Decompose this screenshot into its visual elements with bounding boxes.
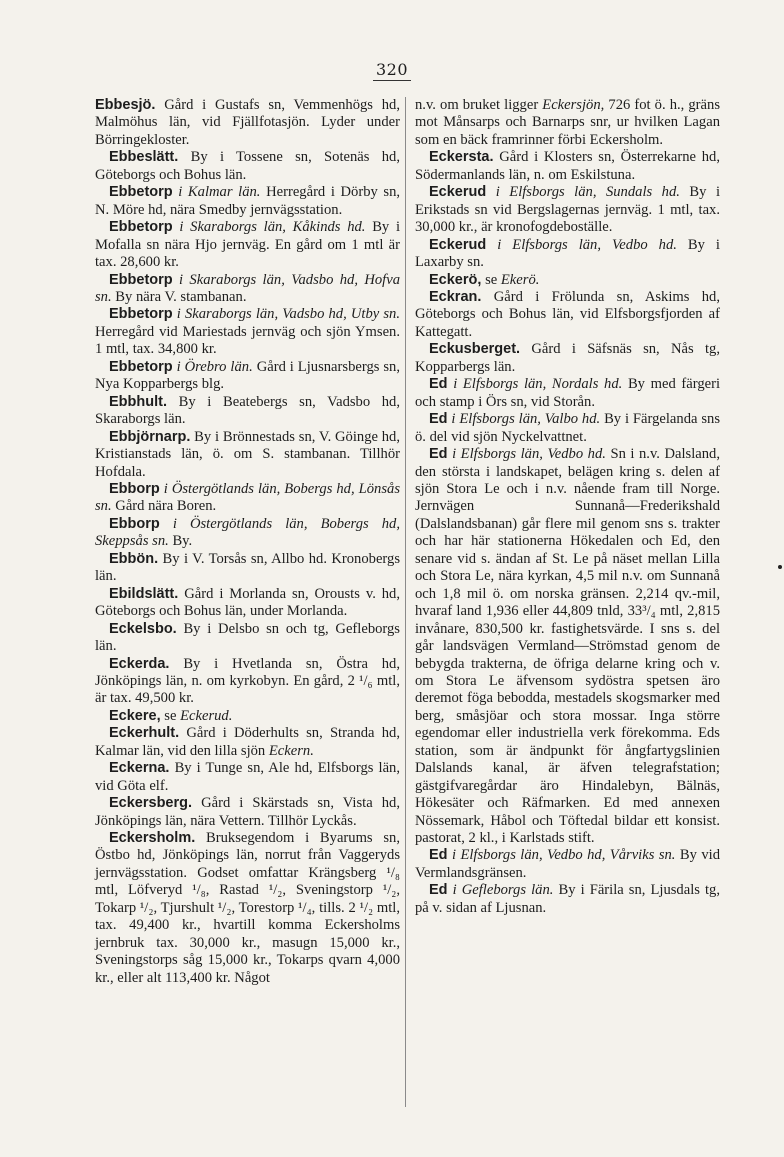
entry-headword: Eckelsbo. — [109, 620, 177, 637]
entry-text: Gård nära Boren. — [115, 498, 217, 515]
dictionary-entry — [95, 481, 400, 516]
dictionary-entry — [95, 97, 400, 149]
entry-headword: Eckerud — [429, 184, 487, 201]
entry-text: By med färgeri och stamp i Örs sn, vid Storån. — [415, 376, 721, 410]
page-number-text: 320 — [373, 60, 411, 81]
dictionary-entry — [415, 237, 720, 272]
right-column — [415, 97, 720, 917]
entry-location: i Elfsborgs län, Sundals hd. — [495, 184, 680, 201]
dictionary-entry — [95, 394, 400, 429]
dictionary-entry — [415, 376, 720, 411]
entry-headword: Eckersta. — [429, 149, 494, 166]
dictionary-entry — [415, 847, 720, 882]
entry-text: Herregård vid Mariestads jernväg och sjön Ymsen. 1 mtl, tax. 34,800 kr. — [95, 323, 400, 358]
entry-headword: Eckran. — [429, 288, 482, 305]
entry-headword: Ebbhult. — [109, 393, 167, 410]
entry-continuation: n.v. om bruket ligger — [415, 97, 539, 113]
dictionary-entry — [95, 516, 400, 551]
entry-location: i Elfsborgs län, Vedbo hd. — [497, 236, 677, 253]
entry-text: se — [485, 271, 498, 288]
dictionary-entry — [95, 795, 400, 830]
entry-text: By i Färila sn, Ljusdals tg, på v. sidan af Ljusnan. — [415, 882, 721, 916]
entry-headword: Ebildslätt. — [109, 585, 179, 602]
entry-location: i Elfsborgs län, Vedbo hd. — [452, 446, 606, 463]
entry-headword: Ebbesjö. — [95, 97, 156, 113]
dictionary-entry — [415, 289, 720, 341]
entry-location: i Östergötlands län, Bobergs hd, Skeppsås sn. — [95, 515, 400, 550]
entry-text: By i Färgelanda sns ö. del vid sjön Nyckelvattnet. — [415, 411, 720, 445]
entry-headword: Eckerda. — [109, 655, 170, 672]
dictionary-entry — [415, 97, 720, 149]
entry-location: i Skaraborgs län, Vadsbo hd, Utby sn. — [176, 306, 400, 323]
entry-text: Gård i Ljusnarsbergs sn, Nya Kopparbergs blg. — [95, 358, 400, 393]
entry-headword: Eckere, — [109, 707, 161, 724]
entry-text: By i Delsbo sn och tg, Gefleborgs län. — [95, 620, 400, 655]
entry-text: By nära V. stambanan. — [115, 288, 247, 305]
entry-headword: Ebbetorp — [109, 271, 173, 288]
entry-headword: Ebbetorp — [109, 358, 173, 375]
entry-text: Herregård i Dörby sn, N. Möre hd, nära Smedby jernvägsstation. — [95, 184, 401, 218]
entry-text: By i Hvetlanda sn, Östra hd, Jönköpings län, n. om kyrkobyn. En gård, 2 ¹/₆ mtl, är tax. 49,500 kr. — [95, 655, 400, 707]
dictionary-entry — [95, 149, 400, 184]
entry-location: i Skaraborgs län, Kåkinds hd. — [179, 219, 366, 236]
dictionary-entry — [95, 708, 400, 725]
dictionary-entry — [415, 341, 720, 376]
entry-headword: Eckerhult. — [109, 725, 180, 742]
entry-text: By i Tunge sn, Ale hd, Elfsborgs län, vid Göta elf. — [95, 760, 400, 794]
entry-headword: Ed — [429, 376, 448, 393]
entry-reference: Eckerud. — [180, 707, 233, 724]
entry-headword: Eckusberget. — [429, 341, 521, 358]
dictionary-entry — [415, 446, 720, 847]
entry-location: i Kalmar län. — [178, 184, 261, 201]
entry-headword: Ed — [429, 847, 448, 864]
entry-text: By i Erikstads sn vid Bergslagernas jernväg. 1 mtl, tax. 30,000 kr., är kronofogdeboställe. — [415, 184, 720, 236]
entry-headword: Ebbjörnarp. — [109, 428, 191, 445]
entry-text: Gård i Gustafs sn, Vemmenhögs hd, Malmöhus län, vid Fjällfotasjön. Lyder under Börringekloster. — [95, 97, 400, 148]
entry-text: By i Tossene sn, Sotenäs hd, Göteborgs och Bohus län. — [95, 149, 400, 183]
entry-text: By. — [172, 533, 193, 550]
left-column — [95, 97, 400, 987]
dictionary-entry — [95, 272, 400, 307]
dictionary-entry — [415, 411, 720, 446]
entry-headword: Ebbetorp — [109, 306, 173, 323]
entry-location: i Elfsborgs län, Nordals hd. — [453, 376, 623, 393]
entry-headword: Eckerna. — [109, 760, 170, 777]
dictionary-entry — [95, 656, 400, 708]
dictionary-entry — [415, 149, 720, 184]
entry-headword: Eckersberg. — [109, 795, 193, 812]
dictionary-entry — [95, 429, 400, 481]
entry-text: By i Beatebergs sn, Vadsbo hd, Skaraborgs län. — [95, 393, 401, 428]
entry-headword: Ed — [429, 411, 448, 428]
page-number — [0, 60, 784, 79]
entry-text: By i Mofalla sn nära Hjo jernväg. En gård om 1 mtl är tax. 28,600 kr. — [95, 219, 401, 271]
dictionary-entry — [95, 621, 400, 656]
dictionary-entry — [95, 219, 400, 271]
entry-text: By i V. Torsås sn, Allbo hd. Kronobergs län. — [95, 550, 400, 585]
dictionary-entry — [95, 586, 400, 621]
entry-headword: Ebborp — [109, 480, 160, 497]
dictionary-entry — [95, 830, 400, 987]
dictionary-entry — [95, 760, 400, 795]
dictionary-entry — [415, 882, 720, 917]
entry-reference: Eckern. — [268, 742, 314, 759]
dictionary-entry — [95, 551, 400, 586]
entry-location: i Skaraborgs län, Vadsbo hd, Hofva sn. — [95, 271, 401, 305]
entry-headword: Ed — [429, 446, 448, 463]
entry-headword: Ebbetorp — [109, 184, 173, 201]
entry-headword: Ebbetorp — [109, 219, 173, 236]
entry-reference: Eckersjön, — [542, 97, 605, 113]
margin-mark — [778, 565, 782, 569]
dictionary-entry — [95, 359, 400, 394]
entry-headword: Eckerö, — [429, 271, 482, 288]
dictionary-entry — [95, 184, 400, 219]
entry-headword: Ebborp — [109, 515, 160, 532]
entry-text: Gård i Döderhults sn, Stranda hd, Kalmar län, vid den lilla sjön — [95, 725, 400, 759]
dictionary-entry — [95, 725, 400, 760]
dictionary-entry — [415, 272, 720, 289]
column-divider — [405, 97, 406, 1107]
entry-headword: Ebbön. — [109, 550, 159, 567]
entry-location: i Elfsborgs län, Vedbo hd, Vårviks sn. — [451, 847, 676, 864]
entry-location: i Gefleborgs län. — [452, 882, 554, 899]
entry-headword: Eckersholm. — [109, 830, 196, 847]
entry-headword: Ed — [429, 882, 448, 899]
entry-headword: Ebbeslätt. — [109, 149, 179, 166]
entry-location: i Elfsborgs län, Valbo hd. — [451, 411, 601, 428]
entry-location: i Örebro län. — [176, 358, 253, 375]
entry-reference: Ekerö. — [500, 271, 540, 288]
dictionary-entry — [95, 306, 400, 358]
entry-headword: Eckerud — [429, 236, 487, 253]
entry-text: By vid Vermlandsgränsen. — [415, 847, 721, 881]
entry-text: Gård i Skärstads sn, Vista hd, Jönköpings län, nära Vettern. Tillhör Lyckås. — [95, 795, 400, 829]
entry-text: Gård i Morlanda sn, Orousts v. hd, Göteborgs och Bohus län, under Morlanda. — [95, 585, 401, 620]
entry-text: 726 fot ö. h., gräns mot Månsarps och Barnarps snr, ur hvilken Lagan som en bäck framrinner förbi Eckersholm. — [415, 97, 720, 148]
entry-text: By i Brönnestads sn, V. Göinge hd, Kristianstads län, ö. om S. stambanan. Tillhör Hofdala. — [95, 428, 400, 480]
entry-text: se — [164, 707, 177, 724]
entry-text: Gård i Säfsnäs sn, Nås tg, Kopparbergs län. — [415, 341, 720, 375]
entry-text: Gård i Klosters sn, Österrekarne hd, Södermanlands län, n. om Eskilstuna. — [415, 149, 720, 183]
entry-text: Bruksegendom i Byarums sn, Östbo hd, Jönköpings län, norrut från Vaggeryds jernvägsstation. Godset omfattar Krängsberg ¹/₈ mtl, Löfveryd ¹/₈, Rastad ¹/₂, Sveningstorp ¹/₂, Tokarp ¹/₂, Tjurshult ¹/₂, Torestorp ¹/₄, tills. 2 ¹/₂ mtl, tax. 49,400 kr., hvartill komma Eckersholms jernbruk tax. 30,000 kr., masugn 15,000 kr., Sveningstorps såg 15,000 kr., Tokarps qvarn 4,000 kr., eller alt 113,400 kr. Något — [95, 830, 400, 986]
entry-text: By i Laxarby sn. — [415, 236, 720, 271]
entry-text: Gård i Frölunda sn, Askims hd, Göteborgs och Bohus län, vid Elfsborgsfjorden af Kattegatt. — [415, 288, 721, 340]
entry-location: i Östergötlands län, Bobergs hd, Lönsås sn. — [95, 480, 400, 515]
entry-text: Sn i n.v. Dalsland, den största i landskapet, belägen kring s. delen af sjön Stora Le och i n.v. nående fram till Norge. Jernvägen Sunnanå—Frederikshald (Dalslandsbanan) går flere mil genom sns s. trakter och har här stationerna Hökedalen och Ed, den senare vid s. ändan af St. Le på näset mellan Lilla och Stora Le, nära kyrkan, 4,5 mil n.v. om Sunnanå och 1,8 mil ö. om norska gränsen. 2,214 qv.-mil, hvaraf land 1,936 eller 44,809 tnld, 33³/₄ mtl, 2,815 invånare, 830,500 kr. fastighetsvärde. I sns s. del går landsvägen Vermland—Strömstad genom de bebygda trakterna, de öfriga delarne kring och v. om Stora Le äfvensom sydöstra spetsen äro deremot föga bebodda, mestadels skogsmarker med berg, småsjöar och stora mossar. Inga större egendomar eller industriella verk förekomma. Eds station, som är ändpunkt för ångfartygslinien Dalslands kanal, är äfven telegrafstation; gästgifvaregårdar äro Hindalebyn, Bälnäs, Hökesäter och Räfmarken. Ed med annexen Nössemark, Håbol och Töftedal bildar ett konsist. pastorat, 2 kl., i Karlstads stift. — [415, 446, 721, 847]
dictionary-entry — [415, 184, 720, 236]
